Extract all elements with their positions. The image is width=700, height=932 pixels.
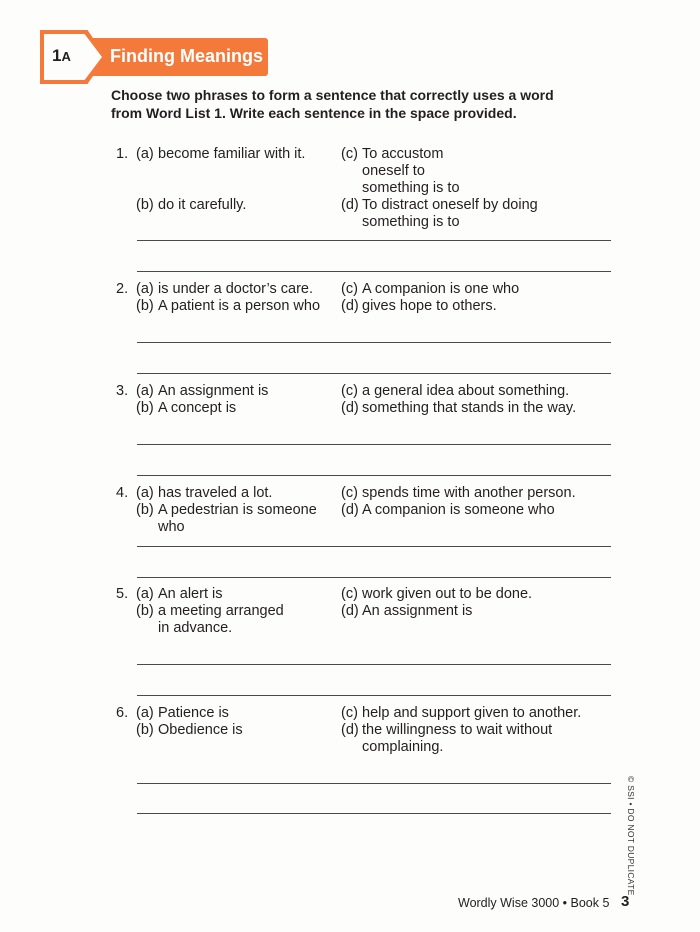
option-a: has traveled a lot. — [158, 485, 273, 501]
option-c: A companion is one who — [362, 281, 520, 297]
option-b: Obedience is — [158, 722, 243, 738]
option-label: (b) — [136, 298, 154, 314]
option-a: Patience is — [158, 705, 229, 721]
instructions: Choose two phrases to form a sentence that correctly uses a word from Word List 1. Write each sentence in the space provided. — [111, 87, 554, 121]
option-label: (d) — [341, 502, 359, 518]
option-label: (d) — [341, 722, 359, 738]
answer-line[interactable] — [137, 475, 611, 476]
answer-line[interactable] — [137, 783, 611, 784]
option-label: (c) — [341, 281, 358, 297]
option-label: (d) — [341, 298, 359, 314]
option-label: (b) — [136, 722, 154, 738]
page-number: 3 — [621, 893, 630, 910]
option-c: help and support given to another. — [362, 705, 582, 721]
exercise-item-6 — [116, 705, 626, 756]
exercise-item-4 — [116, 485, 626, 536]
option-label: (c) — [341, 485, 358, 501]
item-number: 4. — [116, 485, 129, 501]
section-title: Finding Meanings — [110, 46, 263, 66]
option-label: (b) — [136, 197, 154, 213]
option-label: (a) — [136, 383, 154, 399]
answer-line[interactable] — [137, 444, 611, 445]
option-c: To accustom oneself to something is to — [362, 146, 460, 196]
option-label: (b) — [136, 603, 154, 619]
answer-line[interactable] — [137, 695, 611, 696]
item-number: 1. — [116, 146, 129, 162]
option-label: (b) — [136, 502, 154, 518]
answer-line[interactable] — [137, 240, 611, 241]
option-d: something that stands in the way. — [362, 400, 577, 416]
option-d: An assignment is — [362, 603, 473, 619]
item-number: 2. — [116, 281, 129, 297]
option-b: A concept is — [158, 400, 237, 416]
option-label: (d) — [341, 197, 359, 213]
option-label: (a) — [136, 586, 154, 602]
lesson-code-suffix: A — [61, 49, 71, 64]
answer-line[interactable] — [137, 813, 611, 814]
option-a: An assignment is — [158, 383, 269, 399]
answer-line[interactable] — [137, 342, 611, 343]
item-number: 3. — [116, 383, 129, 399]
answer-line[interactable] — [137, 546, 611, 547]
option-b: a meeting arranged in advance. — [158, 603, 284, 636]
answer-line[interactable] — [137, 664, 611, 665]
item-number: 5. — [116, 586, 129, 602]
option-label: (c) — [341, 383, 358, 399]
option-d: the willingness to wait without complaining. — [362, 722, 553, 755]
exercise-item-2 — [116, 281, 626, 315]
option-label: (c) — [341, 146, 358, 162]
option-label: (a) — [136, 146, 154, 162]
option-b: A patient is a person who — [158, 298, 321, 314]
option-label: (a) — [136, 485, 154, 501]
option-d: To distract oneself by doing something is to — [362, 197, 538, 230]
lesson-code — [52, 46, 71, 66]
option-c: a general idea about something. — [362, 383, 570, 399]
option-b: A pedestrian is someone who — [158, 502, 317, 535]
option-label: (c) — [341, 586, 358, 602]
answer-line[interactable] — [137, 577, 611, 578]
option-label: (a) — [136, 705, 154, 721]
option-a: An alert is — [158, 586, 223, 602]
option-c: spends time with another person. — [362, 485, 576, 501]
option-label: (d) — [341, 603, 359, 619]
option-b: do it carefully. — [158, 197, 247, 213]
option-d: A companion is someone who — [362, 502, 555, 518]
answer-line[interactable] — [137, 373, 611, 374]
option-d: gives hope to others. — [362, 298, 497, 314]
option-a: is under a doctor’s care. — [158, 281, 314, 297]
option-c: work given out to be done. — [362, 586, 533, 602]
copyright-side-note: © SSI • DO NOT DUPLICATE — [626, 776, 636, 896]
option-label: (c) — [341, 705, 358, 721]
item-number: 6. — [116, 705, 129, 721]
option-a: become familiar with it. — [158, 146, 306, 162]
footer-book-title: Wordly Wise 3000 • Book 5 — [458, 896, 610, 910]
exercise-item-5 — [116, 586, 626, 637]
answer-line[interactable] — [137, 271, 611, 272]
exercise-item-1 — [116, 146, 626, 231]
option-label: (a) — [136, 281, 154, 297]
exercise-item-3 — [116, 383, 626, 417]
option-label: (b) — [136, 400, 154, 416]
lesson-code-number: 1 — [52, 46, 62, 65]
option-label: (d) — [341, 400, 359, 416]
